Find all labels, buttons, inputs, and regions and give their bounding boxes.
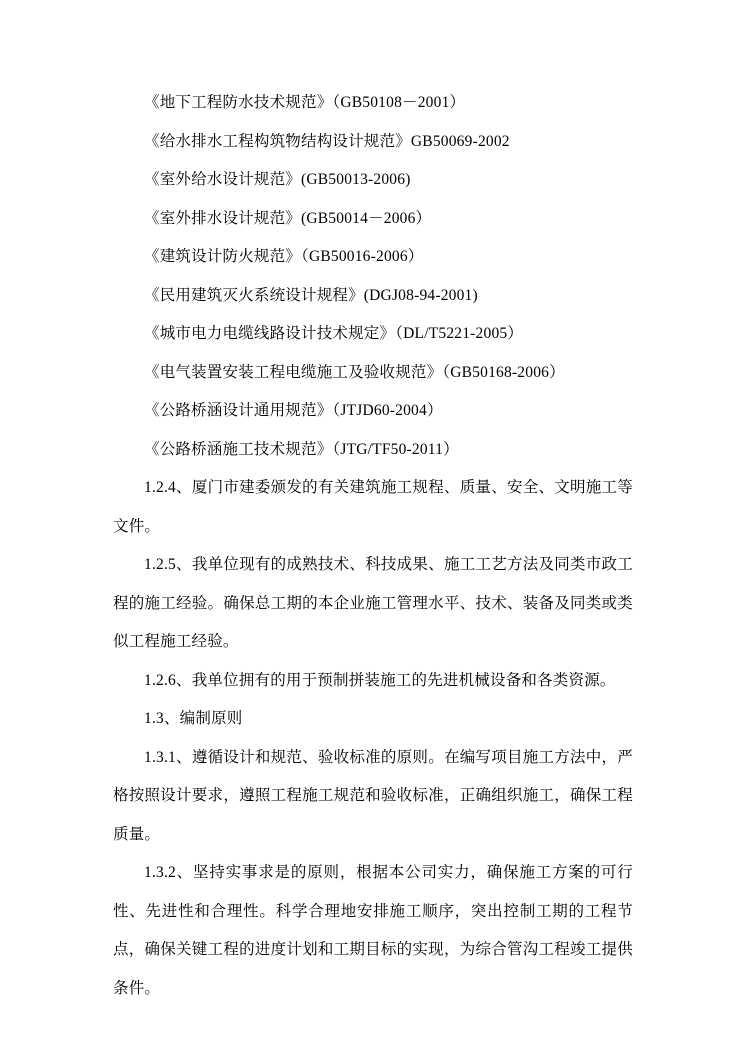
section-heading-1-3: 1.3、编制原则 (144, 710, 243, 727)
reference-item-3: 《室外给水设计规范》(GB50013-2006) (144, 171, 411, 188)
reference-item-1: 《地下工程防水技术规范》（GB50108－2001） (144, 94, 466, 111)
reference-item-5: 《建筑设计防火规范》（GB50016-2006） (144, 248, 424, 265)
paragraph-1-3-2: 1.3.2、坚持实事求是的原则，根据本公司实力，确保施工方案的可行性、先进性和合理性。科学合理地安排施工顺序，突出控制工期的工程节点，确保关键工程的进度计划和工期目标的实现，为综合管沟工程竣工提供条件。 (113, 864, 633, 997)
paragraph-1-2-5: 1.2.5、我单位现有的成熟技术、科技成果、施工工艺方法及同类市政工程的施工经验。确保总工期的本企业施工管理水平、技术、装备及同类或类似工程施工经验。 (113, 556, 633, 650)
reference-item-4: 《室外排水设计规范》(GB50014－2006） (144, 209, 432, 227)
reference-item-6: 《民用建筑灭火系统设计规程》(DGJ08-94-2001) (144, 286, 478, 304)
reference-item-8: 《电气装置安装工程电缆施工及验收规范》（GB50168-2006） (144, 363, 565, 381)
reference-item-10: 《公路桥涵施工技术规范》（JTG/TF50-2011） (144, 440, 459, 458)
paragraph-1-2-6: 1.2.6、我单位拥有的用于预制拼装施工的先进机械设备和各类资源。 (144, 671, 616, 689)
paragraph-1-3-1: 1.3.1、遵循设计和规范、验收标准的原则。在编写项目施工方法中，严格按照设计要求，遵照工程施工规范和验收标准，正确组织施工，确保工程质量。 (113, 748, 633, 843)
reference-item-9: 《公路桥涵设计通用规范》（JTJD60-2004） (144, 402, 443, 419)
document-content (113, 84, 633, 1008)
paragraph-1-2-4: 1.2.4、厦门市建委颁发的有关建筑施工规程、质量、安全、文明施工等文件。 (113, 479, 633, 535)
reference-item-7: 《城市电力电缆线路设计技术规定》（DL/T5221-2005） (144, 325, 524, 342)
reference-item-2: 《给水排水工程构筑物结构设计规范》GB50069-2002 (144, 132, 510, 150)
